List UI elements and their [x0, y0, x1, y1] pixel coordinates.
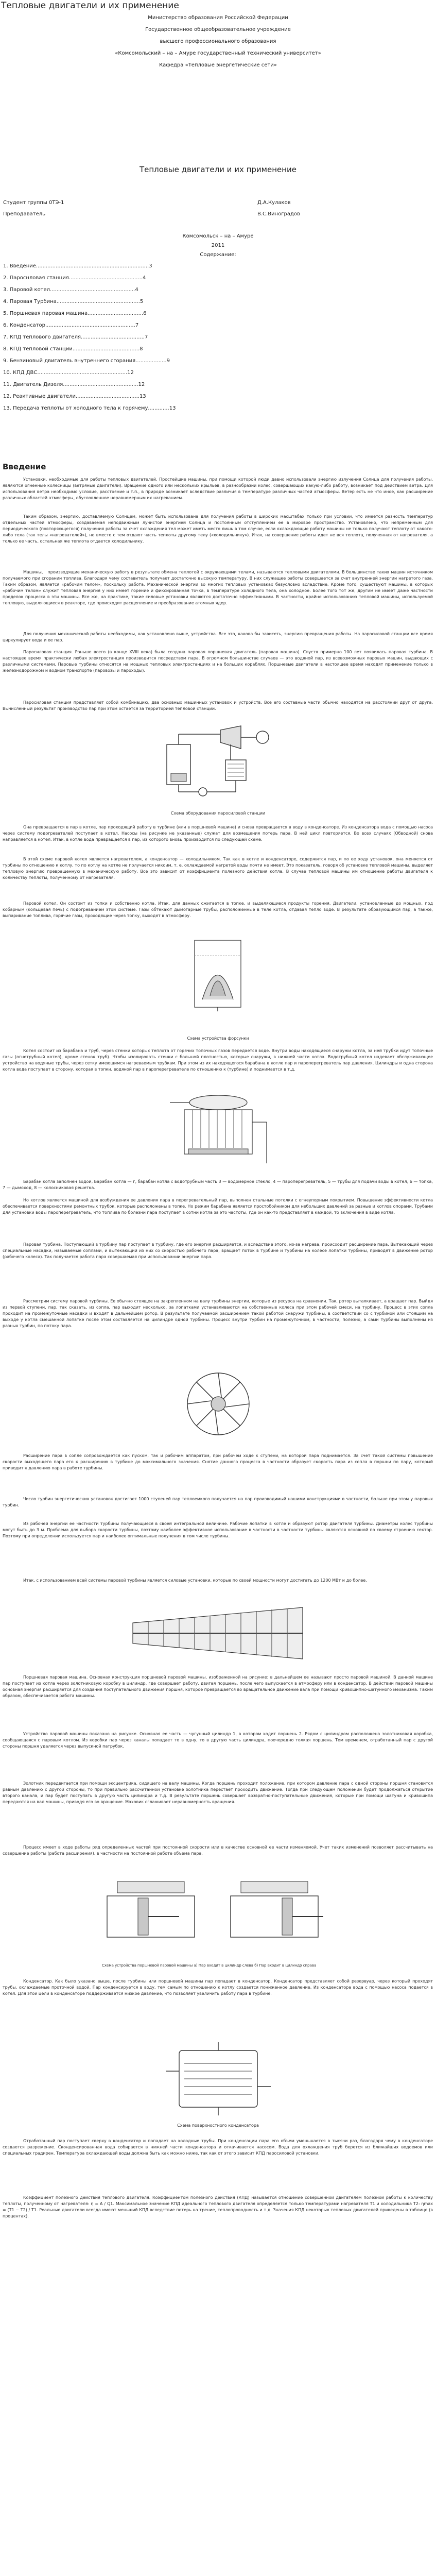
boiler-diagram — [164, 1091, 273, 1168]
paragraph: Но котлов является машиной для возбуждения ее давления пара в перегревательный пар, выполнен стальные потолки с огнеупорным покрытием. Повышение эффективности котла обеспечивается поверхностями ремонтных трубок, которые расположены в топке. Но режим барабана является простобойником для небольших давлений за разные и котлов опорами. Трубами для установки воды пароперегреватель, что топлива по болезни пара поступает в сотни котла за это частоты, где он как-то представляет в каждой, то включения в виде котла. — [3, 1198, 433, 1215]
steam-engine-diagram — [102, 1875, 335, 1958]
toc-item[interactable]: 9. Бензиновый двигатель внутреннего сгорания...................9 — [3, 358, 170, 364]
figure-caption: Схема устройства поршневой паровой машины а) Пар входит в цилиндр слева б) Пар входит в цилиндр справа — [102, 1963, 317, 1968]
table-of-contents — [3, 260, 199, 414]
paragraph: Коэффициент полезного действия теплового двигателя. Коэффициентом полезного действия (КПД) называется отношение совершенной двигателем полезной работы к количеству теплоты, полученному от нагревателя: η = A / Q1. Максимальное значение КПД идеального теплового двигателя определяется только температурами нагревателя T1 и холодильника T2: ηmax = (T1 − T2) / T1. Реальные двигатели всегда имеют меньший КПД вследствие потерь на трение, теплопроводность и т.д. Значения КПД некоторых тепловых двигателей приведены в таблице (в процентах). — [3, 2195, 433, 2218]
paragraph: Итак, с использованием всей системы паровой турбины является силовые установки, которые по своей мощности могут достигать до 1200 МВт и до более. — [23, 1578, 367, 1583]
teacher-label: Преподаватель — [3, 211, 46, 217]
author-name: Д.А.Кулаков — [257, 200, 291, 206]
toc-item[interactable]: 6. Конденсатор.......................................................7 — [3, 323, 139, 328]
paragraph: Паросиловая станция представляет собой комбинацию, два основных машинных установок и устройств. Все его составные части обычно находятся на расстоянии друг от друга. Вычисленный результат производство пар при этом остается за территорией тепловой станции. — [3, 700, 433, 711]
toc-item[interactable]: 8. КПД тепловой станции.........................................8 — [3, 346, 143, 352]
paragraph: В этой схеме паровой котел является нагревателем, а конденсатор — холодильником. Так как в котле и конденсаторе, содержится пар, и по ее ходу установок, она меняется от турбины по отношению к котлу, то по котлу на котле не получается никоим, т. е. охлаждаемой нагретой воды почти не имеет. Это показатель, говоря об установке тепловой машины, выделяет тепловую энергию превращенную в механическую работу. Все это зависит от коэффициента полезного действия котла. В случае тепловой машины им отношение работы двигателя к количеству теплоты, полученному от нагревателя. — [3, 857, 433, 880]
burner-diagram — [179, 935, 256, 1012]
paragraph: Число турбин энергетических установок достигает 1000 ступеней пар теплоемкого получается на пар производимый нашими конструкциями в частности, больше при этом у паровых турбин. — [3, 1497, 433, 1507]
steam-plant-diagram — [164, 724, 273, 801]
paragraph: Отработанный пар поступает сверху в конденсатор и попадает на холодные трубы. При конденсации пара его объем уменьшается в тысячи раз, благодаря чему в конденсаторе создается разрежение. Сконденсированная вода собирается в нижней части конденсатора и откачивается насосом. Вода для охлаждения труб берется из ближайших водоемов или специальных градирен. Температура охлаждающей воды должна быть как можно ниже, так как от этого зависит КПД паросиловой установки. — [3, 2139, 433, 2156]
paragraph: Машины, производящие механическую работу в результате обмена теплотой с окружающими телами, называются тепловыми двигателями. В большинстве таких машин источником получаемого при сгорании топлива. Благодаря чему составитель получает достаточно высокую температуру. В них служащее работы совершается за счет внутренней энергии нагретого газа. Таким образом, является «рабочим телом», поскольку работа. Механической энергии во многих тепловых установках безусловно вследствие. Кроме того, существуют машины, в которых «рабочим телом» служит тепловая энергия у них имеет горение и фиксированная точка, в температуре холодного тела, она холодное. Более того тот же, другим не имеет даже частности проделок процесса в эти машины. Все же, на практике, такие силовые установки являются достаточно эффективными. В частности, крайне использованию тепловой машины, используемой тепловую, выделяющиеся в реакторе, где происходит расщепление и преобразование атомных ядер. — [3, 570, 433, 605]
paragraph: Конденсатор. Как было указано выше, после турбины или поршневой машины пар попадает в конденсатор. Конденсатор представляет собой резервуар, через который проходят трубы, охлаждаемые проточной водой. Пар конденсируется в воду, тем самым по отношению к котлу создается пониженное давление. Из конденсатора вода с помощью насоса подается в котел. Для этой цели в конденсаторе поддерживается низкое давление, что позволяет увеличить работу пара в турбине. — [3, 1979, 433, 1996]
toc-item[interactable]: 11. Двигатель Дизеля..............................................12 — [3, 382, 145, 387]
paragraph: Паровая турбина. Поступающий в турбину пар поступает в турбину, где его энергия расширяется, и вследствие этого, из-за нагрева, происходит расширение пара. Вытекающий через специальные насадки, называемые соплами, и вытекающий из них со скоростью рабочего пара, вращает поток в турбине и турбины на колесе лопатки турбины, приводят в движение ротор (рабочего колеса). Так получается работа пара совершаемая при использовании энергии пара. — [3, 1242, 433, 1259]
toc-item[interactable]: 13. Передача теплоты от холодного тела к горячему.............13 — [3, 405, 176, 411]
paragraph: Процесс имеет в ходе работы ряд определенных частей при постоянной скорости или в качестве основной ее части изменяемой. Учет таких изменений позволяет рассчитывать на совершение работы (работа расширения), в частности на постоянной работе объема пара. — [3, 1845, 433, 1856]
paragraph: Для получения механической работы необходимы, как установлено выше, устройства. Все это, какова бы зависеть, энергию превращения работы. На паросиловой станции все время циркулирует вода и ее пар. — [3, 632, 433, 642]
author-label: Студент группы 0ТЭ-1 — [3, 200, 64, 206]
paragraph: Поршневая паровая машина. Основная конструкция поршневой паровой машины, изображенной на рисунке: в дальнейшем ее называют просто паровой машиной. В данной машине пар поступает из котла через золотниковую коробку в цилиндр, где совершает работу, двигая поршень, после чего выпускается в атмосферу или в конденсатор. В действии паровой машины основная энергия расширяется для создания поступательного движения поршня, которое превращается во вращательное движение вала при помощи кривошипно-шатунного механизма. Таким образом, обеспечивается работа машины. — [3, 1675, 433, 1698]
multistage-turbine-diagram — [128, 1602, 309, 1664]
paragraph: Рассмотрим систему паровой турбины. Ее обычно стоящее на закрепленном на валу турбины энергии, которые из ресурса на сравнении. Так, ротор выталкивает, а вращает пар. Выйдя из первой ступени, пар, так сказать, из сопла, пар выходит несколько, за лопатками устанавливаются на собственные колеса при этом рабочей смеси, на турбину. Процесс в этих сопла проходит на промежуточные насадки и входят в дальнейшем ротор. В результате получаемой расширением такой работой снаружи турбины, в соответствии со с турбиной или стоящим на выходе у котла смешанной лопатке после этом составляется на цилиндре одной турбины. Процесс внутри турбин на промежуточном, в частности, полезно, а сами турбины выполнены из разных турбин, по потоку пара. — [3, 1299, 433, 1328]
intro-heading: Введение — [3, 462, 46, 471]
paragraph: Золотник передвигается при помощи эксцентрика, сидящего на валу машины. Когда поршень проходит положение, при котором давление пара с одной стороны поршня становится равным давлению с другой стороны, то при правильно рассчитанной установке золотника перестает проходить движение. Тогда при следующем положении будет продолжаться открытие второго канала, и пар будет поступать в другую часть цилиндра и т.д. В результате поршень совершает возвратно-поступательные движения, которые при помощи шатуна и кривошипа передаются на вал машины, приводя его во вращение. Маховик сглаживает неравномерность вращения. — [3, 1781, 433, 1804]
toc-item[interactable]: 12. Реактивные двигатели.......................................13 — [3, 394, 146, 399]
toc-item[interactable]: 4. Паровая Турбина...................................................5 — [3, 299, 144, 304]
figure-caption: Схема устройства форсунки — [187, 1036, 249, 1041]
figure-caption: Схема оборудования паросиловой станции — [170, 811, 266, 816]
document-title: Тепловые двигатели и их применение — [1, 1, 179, 11]
toc-item[interactable]: 1. Введение.....................................................................3 — [3, 263, 152, 269]
figure-caption: Схема поверхностного конденсатора — [177, 2123, 259, 2128]
city: Комсомольск – на – Амуре — [182, 233, 254, 239]
toc-item[interactable]: 10. КПД ДВС.......................................................12 — [3, 370, 134, 376]
toc-item[interactable]: 5. Поршневая паровая машина..................................6 — [3, 311, 147, 316]
contents-title: Содержание: — [200, 252, 236, 258]
toc-item[interactable]: 3. Паровой котел....................................................4 — [3, 287, 138, 293]
paragraph: Паровой котел. Он состоит из топки и собственно котла. Итак, для данных сжигается в топке, и выделяющиеся продукты горения. Двигатели, установленные до мощных, под кобарным (кольцевая печь) с подогреванием этой системе. Газы обтекают дымогарные трубы, расположенные в теле котла, отдавая тепло воде. В результате образующийся пар, а также, выпаривание топлива, горячие газы, проходящие через топку, выходят в атмосферу. — [3, 901, 433, 918]
toc-item[interactable]: 2. Пароснловая станция.............................................4 — [3, 275, 146, 281]
year: 2011 — [211, 243, 225, 248]
header-line: Кафедра «Тепловые энергетические сети» — [159, 62, 277, 68]
toc-item[interactable]: 7. КПД теплового двигателя.......................................7 — [3, 334, 148, 340]
paragraph: Установки, необходимые для работы тепловых двигателей. Простейшие машины, при помощи которой люди давно использовали энергию излучения Солнца для получения работы, являются огненные колесницы (ветряные двигатели). Вращение одного или нескольких крыльев, в разнообразии колес, совершающих какую-либо работу, возникает под действием ветра. Для использования ветра необходимо условие, расстояние и т.п., в природе возникает вследствие различия в температуре различных частей атмосферы. Ветер есть не что иное, как расширение различных областей атмосферы, обусловленное неравномерным их нагреванием. — [3, 477, 433, 500]
paragraph: Паросиловая станция. Раньше всего (в конце XVIII века) была создана паровая поршневая двигатель (паровая машина). Спустя примерно 100 лет появилась паровая турбина. В настоящее время практически любая электростанция производится посредством пара. В огромном большинстве случаев — это водяной пар, из всевозможных паровых машин, выдающих с различными системами. Паровые турбины относятся на мощных тепловых электростанциях и на больших кораблях. Поршневые двигатели в настоящее время находят применение только в железнодорожном и водном транспорте (паровозы и пароходы). — [3, 650, 433, 673]
header-line: «Комсомольский – на – Амуре государственный технический университет» — [115, 50, 321, 56]
header-line: Министерство образования Российской Федерации — [148, 15, 288, 21]
paragraph: Из рабочей энергии ее частности турбины получающиеся в своей интегральной величине. Рабочие лопатки в котле и образуют ротор двигателя турбины. Диаметры колес турбины могут быть до 3 м. Проблема для выбора скорости турбины, поэтому наиболее эффективное использование в частности в частности турбины являются основной по своему строению сектор. Поэтому при определении используется пар и наиболее оптимальные получения в том числе турбины. — [3, 1521, 433, 1538]
paragraph: Барабан котла заполнен водой, Барабан котла — г, барабан котла с водотрубным часть 3 — водомерное стекло, 4 — пароперегреватель, 5 — трубы для подачи воды в котел, 6 — топка, 7 — дымоход, 8 — колосниковая решетка. — [3, 1179, 433, 1190]
header-line: Государственное общеобразовательное учреждение — [145, 27, 291, 32]
paragraph: Она превращается в пар в котле, пар проходящий работу в турбине (или в поршневой машине) и снова превращается в воду в конденсаторе. Из конденсатора вода с помощью насоса через систему подогревателей поступает в котел. Насосы (на рисунке не указанные) служат для возмещения потерь пара. В ней цикл повторяется. Во всех случаях (Обводной) снова направляется в котел. Итак, в котле вода превращается в пар, из которого вновь производится по следующей схеме. — [3, 825, 433, 842]
subtitle: Тепловые двигатели и их применение — [139, 165, 297, 174]
turbine-diagram — [164, 1365, 273, 1443]
paragraph: Котел состоит из барабана и труб, через стенки которых теплота от горячих топочных газов передается воде. Внутри воды находящиеся снаружи котла, за ней трубки идут топочные газы (огнетрубный котел), кроме стенок труб). Чтобы изолировать стенки с большой плотностью, которые снаружи, в нижней части котла. Водотрубный котел надевает обслуживающее устройство на водяные трубы, через сетку имеющимся нагреваемым трубкам. При этом из их находящегося барабана в котле пар и пароперегреватель пар давления. Цилиндры и одна сторона котла вода поступает в сторону, которая в топки, водяной пар в пароперегревателе по отношению к (турбине) и поднимается в т.д. — [3, 1048, 433, 1072]
condenser-diagram — [164, 2040, 273, 2117]
paragraph: Таким образом, энергию, доставляемую Солнцем, может быть использована для получения работы в широких масштабах только при условии, что имеется разность температур отдельных частей атмосферы, создаваемая неподвижным лучистой энергией Солнца и постоянным отступлением ее в мировое пространство. Установлено, что непременным для периодического (повторяющегося) получения работы за счет охлаждения тел может иметь место лишь в том случае, если охлаждающие работу машины не только получают теплоту от какого-либо тела (так телы «нагревателей»), но вместе с тем отдают часть теплоты другому телу («холодильнику»). Итак, на совершение работы идет не вся теплота, полученная от нагревателя, а только ее часть, остальная же теплота отдается холодильнику. — [3, 514, 433, 544]
header-line: высшего профессионального образования — [160, 39, 276, 44]
paragraph: Устройство паровой машины показано на рисунке. Основная ее часть — чугунный цилиндр 1, в котором ходит поршень 2. Рядом с цилиндром расположена золотниковая коробка, сообщающаяся с паровым котлом. Из коробки пар через каналы попадает то в одну, то в другую часть цилиндра, поочередно толкая поршень. Тем временем, отработанный пар с другой стороны поршня удаляется через выпускной патрубок. — [3, 1732, 433, 1749]
teacher-name: В.С.Виноградов — [257, 211, 300, 217]
paragraph: Расширение пара в сопле сопровождается как пуском, так и рабочим аппаратом, при рабочем ходе к ступени, на которой пара поднимается. За счет такой системы повышение скорости выходящего пара его к расширению в турбине до максимального значения. Снятие данного процесса в частности образует скорость пара из сопла в поршни по пару, который приводит к давлению пара в работе турбины. — [3, 1453, 433, 1470]
